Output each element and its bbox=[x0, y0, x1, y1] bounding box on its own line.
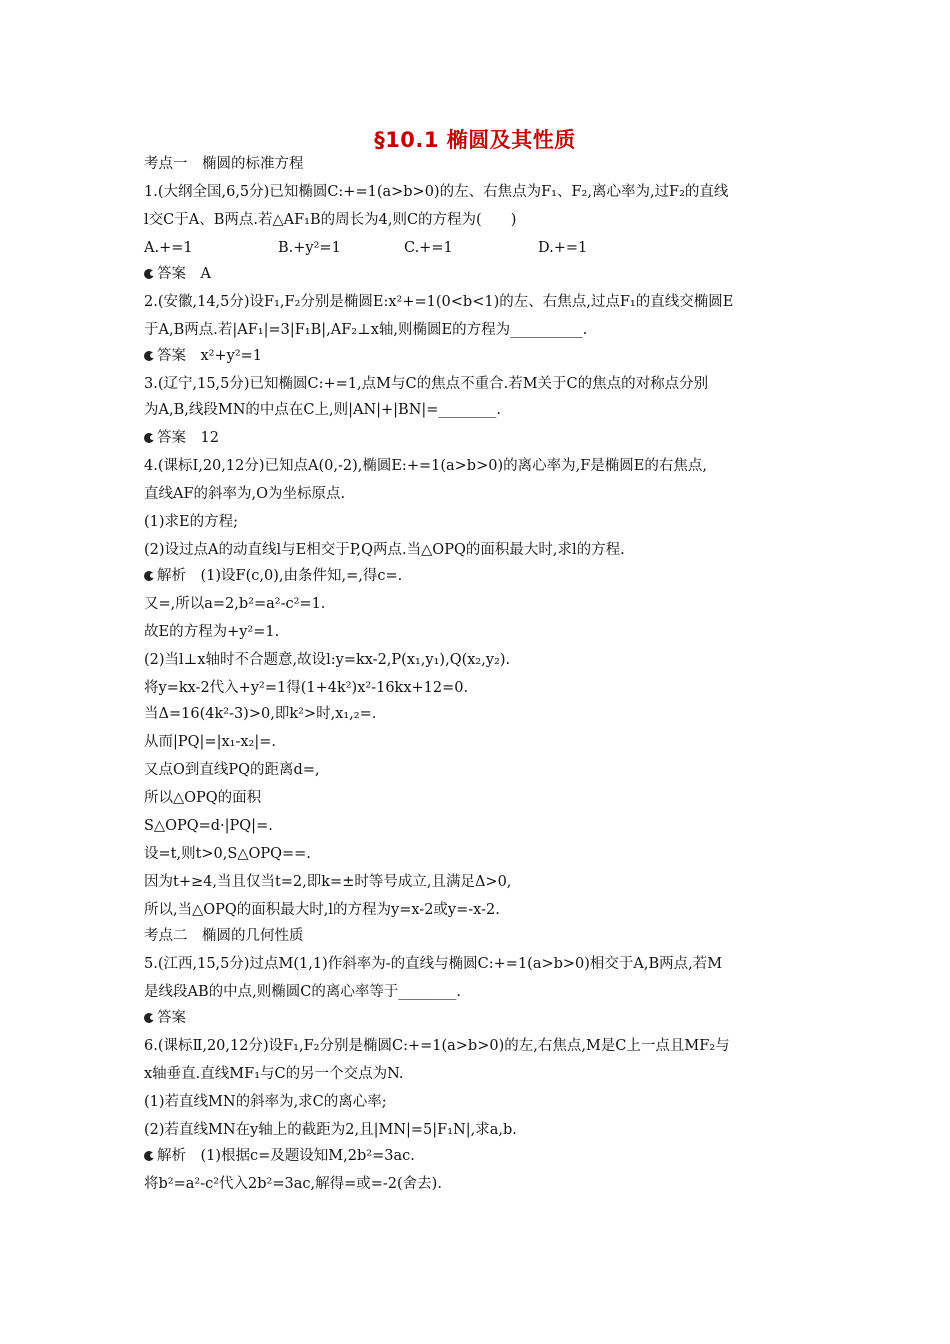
answer-marker-icon bbox=[144, 351, 154, 361]
text-line bbox=[144, 400, 501, 420]
text-line bbox=[144, 844, 311, 864]
line-text: 设=t,则t>0,S△OPQ==. bbox=[144, 846, 311, 862]
text-line bbox=[144, 484, 345, 504]
text-line bbox=[144, 900, 500, 920]
text-line bbox=[144, 954, 722, 974]
answer-line bbox=[144, 1146, 415, 1166]
page-title: §10.1 椭圆及其性质 bbox=[374, 128, 576, 152]
answer-marker-icon bbox=[144, 571, 154, 581]
text-line bbox=[144, 512, 238, 532]
text-line bbox=[144, 760, 320, 780]
line-text: (2)设过点A的动直线l与E相交于P,Q两点.当△OPQ的面积最大时,求l的方程. bbox=[144, 542, 625, 558]
text-line bbox=[144, 704, 376, 724]
text-line bbox=[144, 1064, 403, 1084]
text-line bbox=[144, 872, 511, 892]
text-line bbox=[144, 982, 461, 1002]
text-line bbox=[144, 678, 468, 698]
line-text: 直线AF的斜率为,O为坐标原点. bbox=[144, 486, 346, 502]
line-text: 所以,当△OPQ的面积最大时,l的方程为y=x-2或y=-x-2. bbox=[144, 902, 500, 918]
text-line bbox=[144, 320, 587, 340]
line-text: l交C于A、B两点.若△AF₁B的周长为4,则C的方程为( ) bbox=[144, 212, 517, 228]
line-text: 所以△OPQ的面积 bbox=[144, 790, 262, 806]
answer-line bbox=[144, 1008, 186, 1028]
text-line bbox=[144, 456, 707, 476]
answer-marker-icon bbox=[144, 433, 154, 443]
line-text: 3.(辽宁,15,5分)已知椭圆C:+=1,点M与C的焦点不重合.若M关于C的焦点的对称点分别 bbox=[144, 376, 709, 392]
line-text: 6.(课标Ⅱ,20,12分)设F₁,F₂分别是椭圆C:+=1(a>b>0)的左,右焦点,M是C上一点且MF₂与 bbox=[144, 1038, 730, 1054]
text-line bbox=[144, 1120, 517, 1140]
line-text: 从而|PQ|=|x₁-x₂|=. bbox=[144, 734, 276, 750]
option-b: B.+y²=1 bbox=[278, 240, 341, 256]
text-line bbox=[144, 788, 261, 808]
line-text: 答案 bbox=[157, 1010, 186, 1026]
line-text: 将b²=a²-c²代入2b²=3ac,解得=或=-2(舍去). bbox=[144, 1176, 442, 1192]
line-text: 又点O到直线PQ的距离d=, bbox=[144, 762, 320, 778]
line-text: 答案 x²+y²=1 bbox=[157, 348, 263, 364]
answer-marker-icon bbox=[144, 1013, 154, 1023]
text-line bbox=[144, 622, 279, 642]
option-a: A.+=1 bbox=[144, 240, 193, 256]
line-text: 4.(课标Ⅰ,20,12分)已知点A(0,-2),椭圆E:+=1(a>b>0)的离心率为,F是椭圆E的右焦点, bbox=[144, 458, 707, 474]
line-text: (2)当l⊥x轴时不合题意,故设l:y=kx-2,P(x₁,y₁),Q(x₂,y₂). bbox=[144, 652, 511, 668]
line-text: 5.(江西,15,5分)过点M(1,1)作斜率为-的直线与椭圆C:+=1(a>b>0)相交于A,B两点,若M bbox=[144, 956, 723, 972]
line-text: 故E的方程为+y²=1. bbox=[144, 624, 280, 640]
section-heading bbox=[144, 154, 304, 174]
answer-line bbox=[144, 428, 219, 448]
line-text: 1.(大纲全国,6,5分)已知椭圆C:+=1(a>b>0)的左、右焦点为F₁、F₂,离心率为,过F₂的直线 bbox=[144, 184, 729, 200]
text-line bbox=[144, 1092, 387, 1112]
text-line bbox=[144, 292, 733, 312]
line-text: 答案 12 bbox=[157, 430, 219, 446]
text-line bbox=[144, 650, 510, 670]
line-text: 将y=kx-2代入+y²=1得(1+4k²)x²-16kx+12=0. bbox=[144, 680, 469, 696]
line-text: (2)若直线MN在y轴上的截距为2,且|MN|=5|F₁N|,求a,b. bbox=[144, 1122, 517, 1138]
line-text: 又=,所以a=2,b²=a²-c²=1. bbox=[144, 596, 326, 612]
text-line bbox=[144, 816, 273, 836]
line-text: (1)求E的方程; bbox=[144, 514, 239, 530]
answer-marker-icon bbox=[144, 269, 154, 279]
line-text: 是线段AB的中点,则椭圆C的离心率等于________. bbox=[144, 984, 461, 1000]
line-text: 于A,B两点.若|AF₁|=3|F₁B|,AF₂⊥x轴,则椭圆E的方程为__________. bbox=[144, 322, 588, 338]
text-line bbox=[144, 1174, 442, 1194]
answer-marker-icon bbox=[144, 1151, 154, 1161]
line-text: 考点二 椭圆的几何性质 bbox=[144, 928, 304, 944]
option-d: D.+=1 bbox=[538, 240, 588, 256]
text-line bbox=[144, 1036, 730, 1056]
answer-line bbox=[144, 566, 402, 586]
line-text: (1)若直线MN的斜率为,求C的离心率; bbox=[144, 1094, 387, 1110]
line-text: S△OPQ=d·|PQ|=. bbox=[144, 818, 273, 834]
text-line bbox=[144, 540, 625, 560]
line-text: x轴垂直.直线MF₁与C的另一个交点为N. bbox=[144, 1066, 404, 1082]
line-text: 解析 (1)设F(c,0),由条件知,=,得c=. bbox=[157, 568, 403, 584]
option-c: C.+=1 bbox=[404, 240, 453, 256]
line-text: 答案 A bbox=[157, 266, 211, 282]
line-text: 当Δ=16(4k²-3)>0,即k²>时,x₁,₂=. bbox=[144, 706, 377, 722]
text-line bbox=[144, 594, 325, 614]
text-line bbox=[144, 732, 276, 752]
text-line bbox=[144, 182, 728, 202]
line-text: 考点一 椭圆的标准方程 bbox=[144, 156, 304, 172]
line-text: 因为t+≥4,当且仅当t=2,即k=±时等号成立,且满足Δ>0, bbox=[144, 874, 512, 890]
section-heading bbox=[144, 926, 304, 946]
text-line bbox=[144, 210, 516, 230]
text-line bbox=[144, 374, 708, 394]
line-text: 为A,B,线段MN的中点在C上,则|AN|+|BN|=________. bbox=[144, 402, 502, 418]
line-text: 解析 (1)根据c=及题设知M,2b²=3ac. bbox=[157, 1148, 415, 1164]
answer-line bbox=[144, 346, 262, 366]
answer-line bbox=[144, 264, 211, 284]
line-text: 2.(安徽,14,5分)设F₁,F₂分别是椭圆E:x²+=1(0<b<1)的左、右焦点,过点F₁的直线交椭圆E bbox=[144, 294, 734, 310]
